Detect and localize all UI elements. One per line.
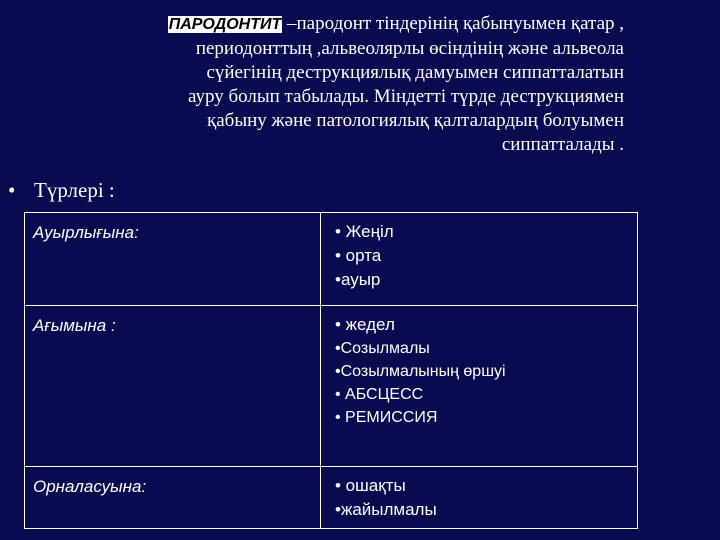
table-row <box>25 213 638 306</box>
row-values-course <box>321 306 638 467</box>
list-item: • АБСЦЕСС <box>335 386 424 403</box>
row-values-severity <box>321 213 638 306</box>
types-heading <box>8 177 115 203</box>
term-heading: ПАРОДОНТИТ <box>168 16 282 33</box>
table-row <box>25 306 638 467</box>
table-row <box>25 467 638 529</box>
definition-line-2: периодонттың ,альвеолярлы өсіндінің және альвеола <box>195 38 624 59</box>
classification-table <box>24 212 638 529</box>
list-item: • РЕМИССИЯ <box>335 409 438 426</box>
definition-line-5: қабыну және патологиялық қалталардың болуымен <box>207 110 624 131</box>
list-item: •Созылмалы <box>335 340 430 357</box>
list-item: • орта <box>335 246 382 265</box>
row-label-course: Ағымына : <box>25 306 321 467</box>
list-item: • жедел <box>335 315 395 334</box>
list-item: • ошақты <box>335 476 406 495</box>
row-values-location <box>321 467 638 529</box>
definition-line-4: ауру болып табылады. Міндетті түрде деструкциямен <box>188 86 624 107</box>
row-label-location: Орналасуына: <box>25 467 321 529</box>
definition-line-6: сиппатталады . <box>501 134 624 155</box>
definition-line-1 <box>40 12 624 37</box>
definition-line-3: сүйегінің деструкциялық дамуымен сиппатталатын <box>206 62 624 83</box>
list-item: •ауыр <box>335 270 381 289</box>
list-item: •жайылмалы <box>335 500 437 519</box>
definition-line-1-text: пародонт тіндерінің қабынуымен қатар , <box>296 13 624 34</box>
list-item: • Жеңіл <box>335 222 394 241</box>
term-dash: – <box>282 13 297 34</box>
row-label-severity: Ауырлығына: <box>25 213 321 306</box>
definition-paragraph <box>40 12 624 157</box>
list-item: •Созылмалының өршуі <box>335 363 506 380</box>
types-label: Түрлері : <box>34 178 115 202</box>
types-bullet: • <box>8 178 16 202</box>
